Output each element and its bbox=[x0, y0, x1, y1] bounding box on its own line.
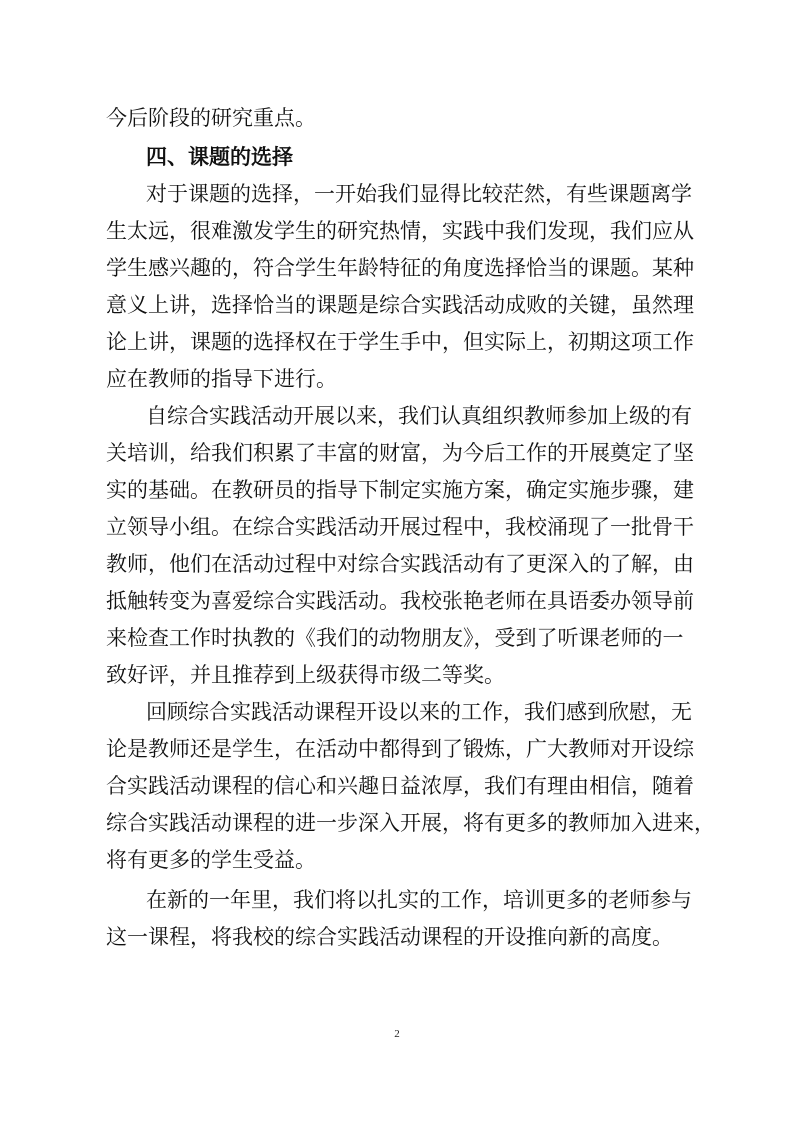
paragraph-line: 综合实践活动课程的进一步深入开展，将有更多的教师加入进来， bbox=[106, 811, 715, 835]
paragraph-line: 将有更多的学生受益。 bbox=[106, 848, 316, 872]
paragraph-line: 教师，他们在活动过程中对综合实践活动有了更深入的了解，由 bbox=[106, 552, 694, 576]
paragraph-line: 自综合实践活动开展以来，我们认真组织教师参加上级的有 bbox=[146, 404, 692, 428]
paragraph-line: 致好评，并且推荐到上级获得市级二等奖。 bbox=[106, 663, 505, 687]
section-heading: 四、课题的选择 bbox=[146, 145, 293, 169]
paragraph-line: 来检查工作时执教的《我们的动物朋友》，受到了听课老师的一 bbox=[106, 626, 684, 650]
paragraph-line: 对于课题的选择，一开始我们显得比较茫然，有些课题离学 bbox=[146, 182, 692, 206]
page-number: 2 bbox=[394, 1028, 400, 1040]
paragraph-line: 立领导小组。在综合实践活动开展过程中，我校涌现了一批骨干 bbox=[106, 515, 694, 539]
paragraph-line: 实的基础。在教研员的指导下制定实施方案，确定实施步骤，建 bbox=[106, 478, 694, 502]
paragraph-line: 在新的一年里，我们将以扎实的工作，培训更多的老师参与 bbox=[146, 888, 692, 912]
paragraph-line: 这一课程，将我校的综合实践活动课程的开设推向新的高度。 bbox=[106, 925, 673, 949]
paragraph-line: 合实践活动课程的信心和兴趣日益浓厚，我们有理由相信，随着 bbox=[106, 774, 694, 798]
paragraph-line: 抵触转变为喜爱综合实践活动。我校张艳老师在具语委办领导前 bbox=[106, 589, 694, 613]
paragraph-line: 今后阶段的研究重点。 bbox=[106, 106, 316, 130]
paragraph-line: 生太远，很难激发学生的研究热情，实践中我们发现，我们应从 bbox=[106, 219, 694, 243]
paragraph-line: 应在教师的指导下进行。 bbox=[106, 367, 337, 391]
paragraph-line: 论上讲，课题的选择权在于学生手中，但实际上，初期这项工作 bbox=[106, 330, 694, 354]
paragraph-line: 论是教师还是学生，在活动中都得到了锻炼，广大教师对开设综 bbox=[106, 737, 694, 761]
paragraph-line: 学生感兴趣的，符合学生年龄特征的角度选择恰当的课题。某种 bbox=[106, 256, 694, 280]
paragraph-line: 关培训，给我们积累了丰富的财富，为今后工作的开展奠定了坚 bbox=[106, 441, 694, 465]
paragraph-line: 意义上讲，选择恰当的课题是综合实践活动成败的关键，虽然理 bbox=[106, 293, 694, 317]
paragraph-line: 回顾综合实践活动课程开设以来的工作，我们感到欣慰，无 bbox=[146, 700, 692, 724]
